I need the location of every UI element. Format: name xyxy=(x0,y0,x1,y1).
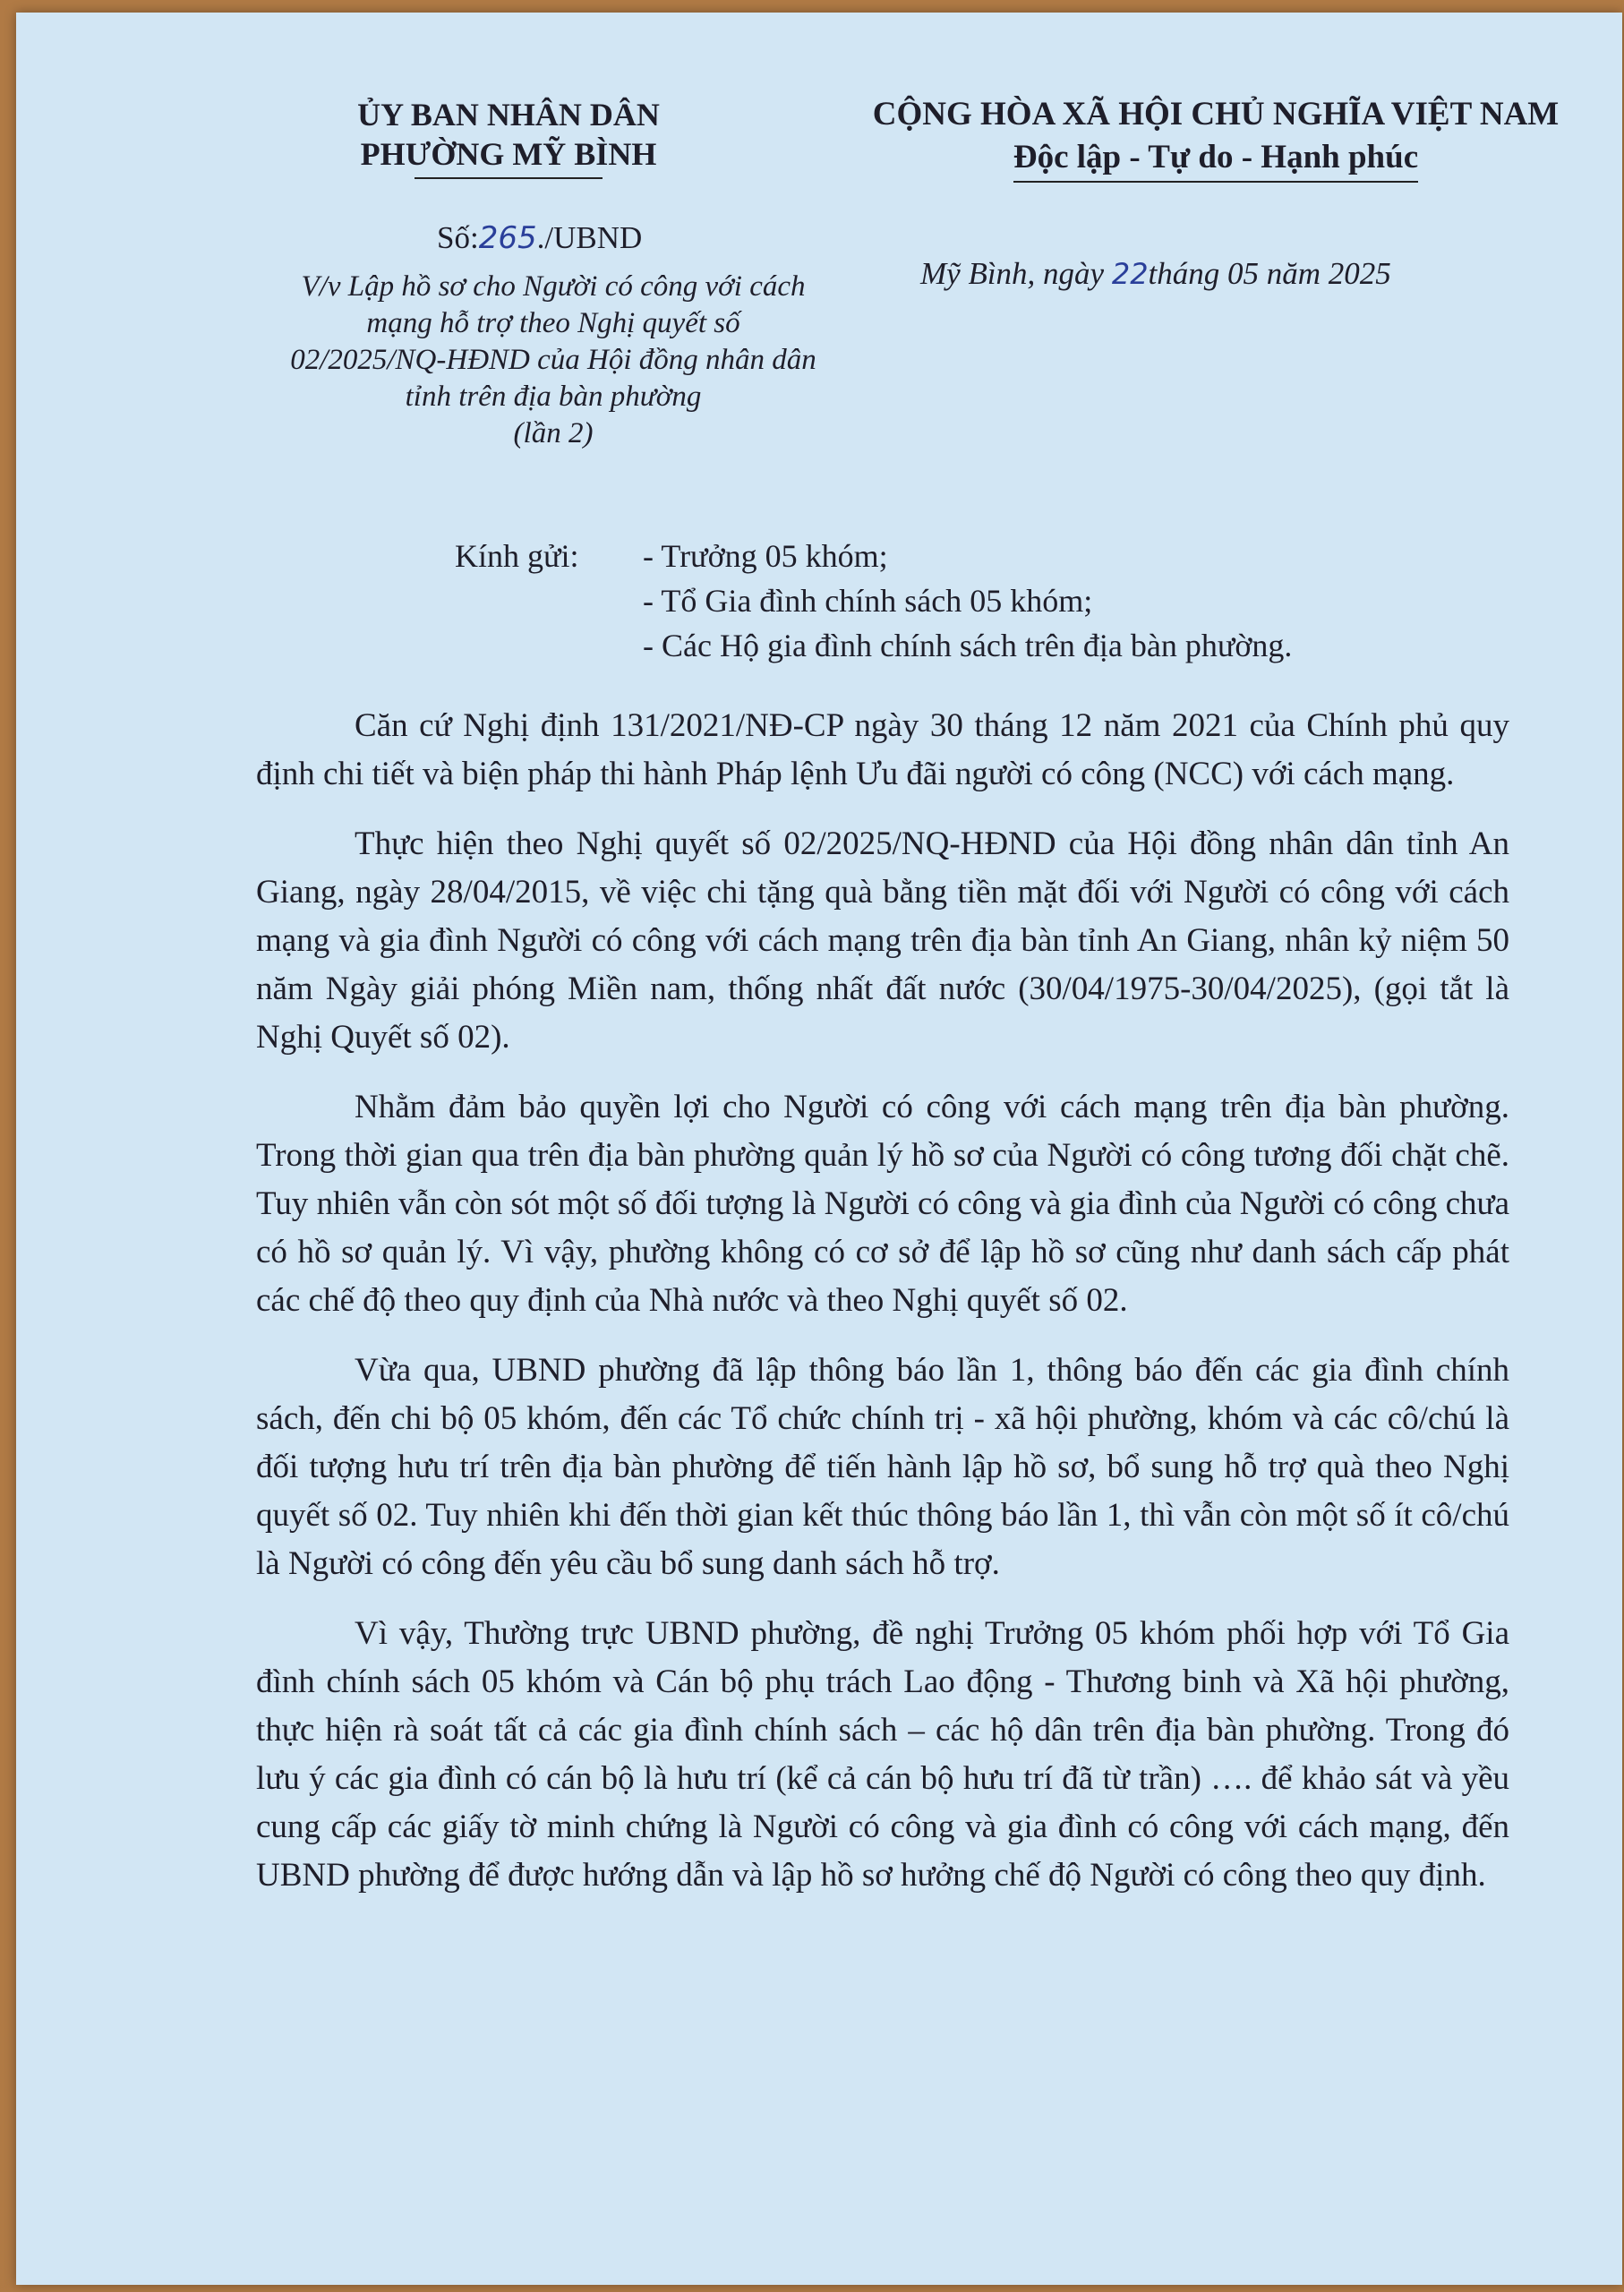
document-body xyxy=(256,702,1509,1921)
org-line-2: PHƯỜNG MỸ BÌNH xyxy=(360,136,657,172)
subject-line: (lần 2) xyxy=(513,417,594,449)
document-number xyxy=(437,220,642,256)
doc-number-handwritten: 265 xyxy=(478,220,537,256)
body-paragraph: Thực hiện theo Nghị quyết số 02/2025/NQ-HĐND của Hội đồng nhân dân tỉnh An Giang, ngày 28/04/2015, về việc chi tặng quà bằng tiền mặt đối với Người có công với cách mạng và gia đình Người có công với cách mạng trên địa bàn tỉnh An Giang, nhân kỷ niệm 50 năm Ngày giải phóng Miền nam, thống nhất đất nước (30/04/1975-30/04/2025), (gọi tắt là Nghị Quyết số 02). xyxy=(256,825,1509,1056)
date-suffix: tháng 05 năm 2025 xyxy=(1148,256,1391,291)
nation-line-1: CỘNG HÒA XÃ HỘI CHỦ NGHĨA VIỆT NAM xyxy=(872,96,1560,133)
body-paragraph: Nhằm đảm bảo quyền lợi cho Người có công với cách mạng trên địa bàn phường. Trong thời gian qua trên địa bàn phường quản lý hồ sơ của Người có công tương đối chặt chẽ. Tuy nhiên vẫn còn sót một số đối tượng là Người có công và gia đình của Người có công chưa có hồ sơ quản lý. Vì vậy, phường không có cơ sở để lập hồ sơ cũng như danh sách cấp phát các chế độ theo quy định của Nhà nước và theo Nghị quyết số 02. xyxy=(256,1089,1509,1319)
date-handwritten-day: 22 xyxy=(1111,257,1149,291)
national-header xyxy=(804,93,1622,183)
doc-number-prefix: Số: xyxy=(437,220,479,255)
body-paragraph: Vì vậy, Thường trực UBND phường, đề nghị Trưởng 05 khóm phối hợp với Tổ Gia đình chính sách 05 khóm và Cán bộ phụ trách Lao động - Thương binh và Xã hội phường, thực hiện rà soát tất cả các gia đình chính sách – các hộ dân trên địa bàn phường. Trong đó lưu ý các gia đình có cán bộ là hưu trí (kể cả cán bộ hưu trí đã từ trần) …. để khảo sát và yều cung cấp các giấy tờ minh chứng là Người có công và gia đình có công với cách mạng, đến UBND phường để được hướng dẫn và lập hồ sơ hưởng chế độ Người có công theo quy định. xyxy=(256,1615,1509,1894)
body-paragraph: Vừa qua, UBND phường đã lập thông báo lần 1, thông báo đến các gia đình chính sách, đến chi bộ 05 khóm, đến các Tổ chức chính trị - xã hội phường, khóm và các cô/chú là đối tượng hưu trí trên địa bàn phường để tiến hành lập hồ sơ, bổ sung hỗ trợ quà theo Nghị quyết số 02. Tuy nhiên khi đến thời gian kết thúc thông báo lần 1, thì vẫn còn một số ít cô/chú là Người có công đến yêu cầu bổ sung danh sách hỗ trợ. xyxy=(256,1352,1509,1582)
subject-line: tỉnh trên địa bàn phường xyxy=(405,381,702,413)
addressee-item: - Tổ Gia đình chính sách 05 khóm; xyxy=(643,583,1093,619)
addressee-label: Kính gửi: xyxy=(455,538,579,574)
doc-number-suffix: ./UBND xyxy=(536,220,643,255)
document-page xyxy=(16,13,1622,2285)
body-paragraph: Căn cứ Nghị định 131/2021/NĐ-CP ngày 30 tháng 12 năm 2021 của Chính phủ quy định chi tiết và biện pháp thi hành Pháp lệnh Ưu đãi người có công (NCC) với cách mạng. xyxy=(256,707,1509,792)
date-line xyxy=(920,256,1391,292)
org-line-1: ỦY BAN NHÂN DÂN xyxy=(357,97,660,133)
subject-line: V/v Lập hồ sơ cho Người có công với cách xyxy=(301,270,806,303)
subject-summary xyxy=(240,269,867,452)
subject-line: mạng hỗ trợ theo Nghị quyết số xyxy=(366,307,740,339)
nation-motto: Độc lập - Tự do - Hạnh phúc xyxy=(1013,136,1418,183)
addressee-item: - Trưởng 05 khóm; xyxy=(643,538,888,574)
date-prefix: Mỹ Bình, ngày xyxy=(920,256,1112,291)
addressee-item: - Các Hộ gia đình chính sách trên địa bàn phường. xyxy=(643,628,1293,663)
org-underline xyxy=(415,177,603,179)
subject-line: 02/2025/NQ-HĐND của Hội đồng nhân dân xyxy=(290,344,816,376)
issuing-authority xyxy=(312,95,705,179)
addressee-list xyxy=(643,534,1292,668)
